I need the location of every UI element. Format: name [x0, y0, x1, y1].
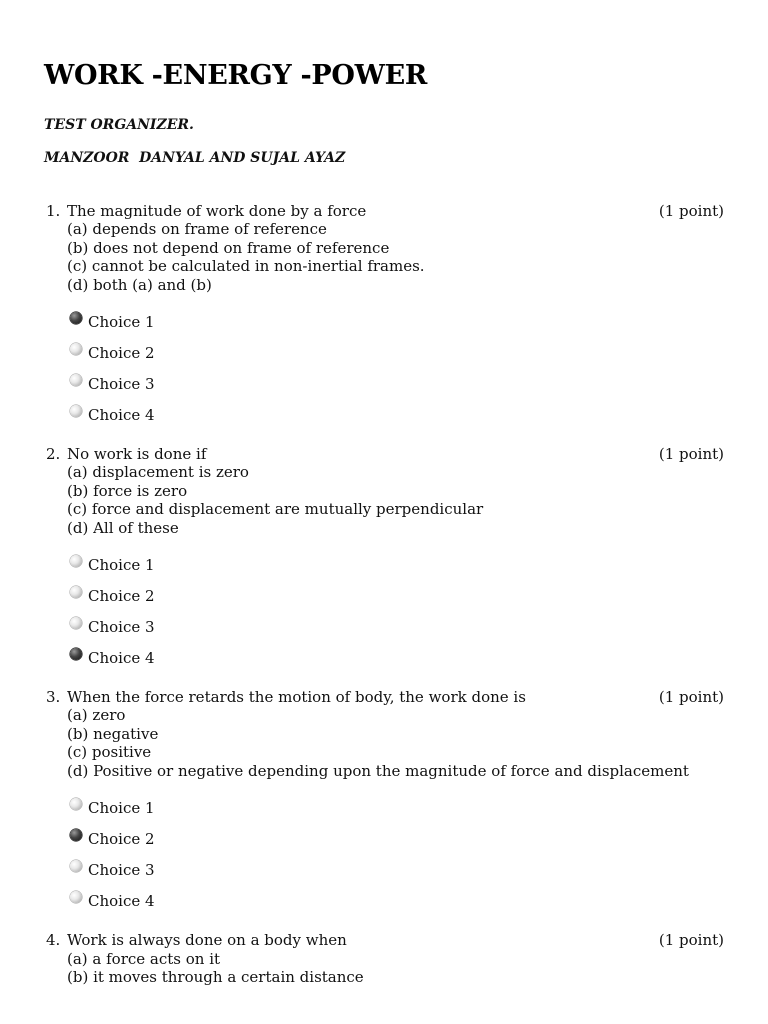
- question-3: [44, 688, 724, 912]
- choice-group: [44, 303, 724, 426]
- question-points: (1 point): [658, 688, 724, 707]
- question-4: [44, 931, 724, 986]
- choice-3-option[interactable]: [70, 607, 724, 638]
- answer-option: (c) positive: [67, 743, 152, 762]
- question-number: 2.: [46, 445, 61, 464]
- choice-3-option[interactable]: [70, 364, 724, 395]
- radio-selected-icon[interactable]: [70, 648, 82, 660]
- radio-unselected-icon[interactable]: [70, 798, 82, 810]
- page-title: WORK -ENERGY -POWER: [44, 60, 428, 91]
- radio-selected-icon[interactable]: [70, 829, 82, 841]
- answer-option: (c) cannot be calculated in non-inertial frames.: [67, 257, 425, 276]
- question-stem: Work is always done on a body when: [67, 931, 347, 950]
- choice-label: Choice 3: [88, 375, 155, 394]
- answer-option: (a) zero: [67, 706, 126, 725]
- choice-3-option[interactable]: [70, 850, 724, 881]
- answer-option: (b) force is zero: [67, 481, 188, 500]
- choice-label: Choice 4: [88, 892, 155, 911]
- question-points: (1 point): [658, 931, 724, 950]
- choice-label: Choice 1: [88, 799, 155, 818]
- radio-unselected-icon[interactable]: [70, 405, 82, 417]
- radio-unselected-icon[interactable]: [70, 891, 82, 903]
- question-stem: No work is done if: [67, 445, 207, 464]
- choice-label: Choice 3: [88, 861, 155, 880]
- radio-unselected-icon[interactable]: [70, 586, 82, 598]
- radio-unselected-icon[interactable]: [70, 555, 82, 567]
- choice-label: Choice 3: [88, 618, 155, 637]
- answer-option: (c) force and displacement are mutually perpendicular: [67, 500, 484, 519]
- choice-group: [44, 789, 724, 912]
- question-stem: When the force retards the motion of body, the work done is: [67, 688, 526, 707]
- choice-label: Choice 2: [88, 830, 155, 849]
- question-1: [44, 202, 724, 426]
- choice-label: Choice 4: [88, 649, 155, 668]
- question-2: [44, 445, 724, 669]
- choice-2-option[interactable]: [70, 333, 724, 364]
- answer-option: (a) depends on frame of reference: [67, 220, 327, 239]
- question-stem: The magnitude of work done by a force: [67, 202, 367, 220]
- radio-unselected-icon[interactable]: [70, 374, 82, 386]
- answer-option: (d) Positive or negative depending upon the magnitude of force and displacement: [67, 761, 689, 780]
- choice-label: Choice 2: [88, 344, 155, 363]
- question-number: 1.: [46, 202, 61, 220]
- choice-label: Choice 4: [88, 406, 155, 425]
- question-text: [44, 202, 724, 294]
- question-points: (1 point): [658, 202, 724, 220]
- radio-unselected-icon[interactable]: [70, 343, 82, 355]
- radio-selected-icon[interactable]: [70, 312, 82, 324]
- answer-option: (a) displacement is zero: [67, 463, 249, 482]
- choice-1-option[interactable]: [70, 546, 724, 576]
- question-number: 3.: [46, 688, 61, 707]
- radio-unselected-icon[interactable]: [70, 860, 82, 872]
- choice-2-option[interactable]: [70, 576, 724, 607]
- choice-1-option[interactable]: [70, 789, 724, 819]
- choice-4-option[interactable]: [70, 881, 724, 912]
- question-text: [44, 688, 724, 780]
- answer-option: (a) a force acts on it: [67, 949, 221, 968]
- choice-1-option[interactable]: [70, 303, 724, 333]
- choice-4-option[interactable]: [70, 638, 724, 669]
- choice-4-option[interactable]: [70, 395, 724, 426]
- question-number: 4.: [46, 931, 61, 950]
- question-list: [44, 202, 724, 986]
- answer-option: (b) negative: [67, 724, 159, 743]
- quiz-page: [44, 56, 724, 1005]
- question-text: [44, 931, 724, 986]
- radio-unselected-icon[interactable]: [70, 617, 82, 629]
- organizer-label: TEST ORGANIZER.: [44, 117, 194, 133]
- choice-label: Choice 1: [88, 556, 155, 575]
- answer-option: (b) does not depend on frame of reference: [67, 238, 390, 257]
- answer-option: (d) All of these: [67, 518, 179, 537]
- answer-option: (d) both (a) and (b): [67, 275, 212, 294]
- choice-label: Choice 1: [88, 313, 155, 332]
- choice-2-option[interactable]: [70, 819, 724, 850]
- choice-label: Choice 2: [88, 587, 155, 606]
- authors-line: MANZOOR DANYAL AND SUJAL AYAZ: [44, 150, 346, 166]
- answer-option: (b) it moves through a certain distance: [67, 967, 364, 986]
- question-points: (1 point): [658, 445, 724, 464]
- choice-group: [44, 546, 724, 669]
- question-text: [44, 445, 724, 537]
